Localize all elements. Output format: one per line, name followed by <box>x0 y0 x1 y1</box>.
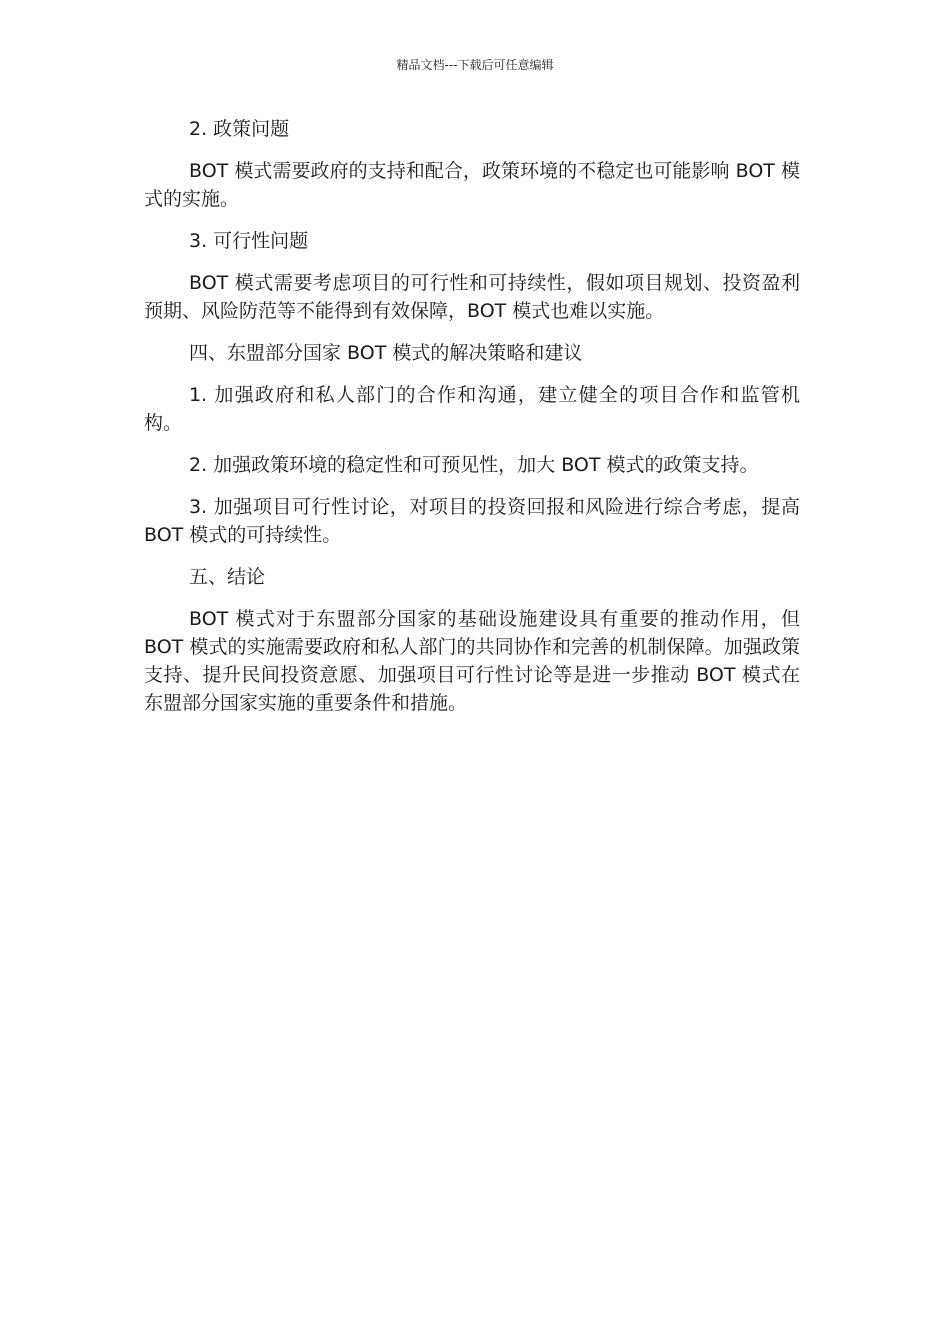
heading-feasibility-issue: 3. 可行性问题 <box>189 230 309 252</box>
strategy-item-3: 3. 加强项目可行性讨论，对项目的投资回报和风险进行综合考虑，提高 BOT 模式的可持续性。 <box>144 496 800 546</box>
paragraph-policy-issue: BOT 模式需要政府的支持和配合，政策环境的不稳定也可能影响 BOT 模式的实施。 <box>144 160 800 210</box>
page-header: 精品文档---下载后可任意编辑 <box>396 58 554 72</box>
section-heading-strategies: 四、东盟部分国家 BOT 模式的解决策略和建议 <box>189 342 583 364</box>
heading-policy-issue: 2. 政策问题 <box>189 118 290 140</box>
document-body <box>144 115 800 731</box>
paragraph-feasibility-issue: BOT 模式需要考虑项目的可行性和可持续性，假如项目规划、投资盈利预期、风险防范等不能得到有效保障，BOT 模式也难以实施。 <box>144 272 800 322</box>
paragraph-conclusion: BOT 模式对于东盟部分国家的基础设施建设具有重要的推动作用，但 BOT 模式的实施需要政府和私人部门的共同协作和完善的机制保障。加强政策支持、提升民间投资意愿、加强项目可行性讨论等是进一步推动 BOT 模式在东盟部分国家实施的重要条件和措施。 <box>144 608 800 714</box>
strategy-item-2: 2. 加强政策环境的稳定性和可预见性，加大 BOT 模式的政策支持。 <box>189 454 759 476</box>
strategy-item-1: 1. 加强政府和私人部门的合作和沟通，建立健全的项目合作和监管机构。 <box>144 384 800 434</box>
section-heading-conclusion: 五、结论 <box>189 566 266 588</box>
